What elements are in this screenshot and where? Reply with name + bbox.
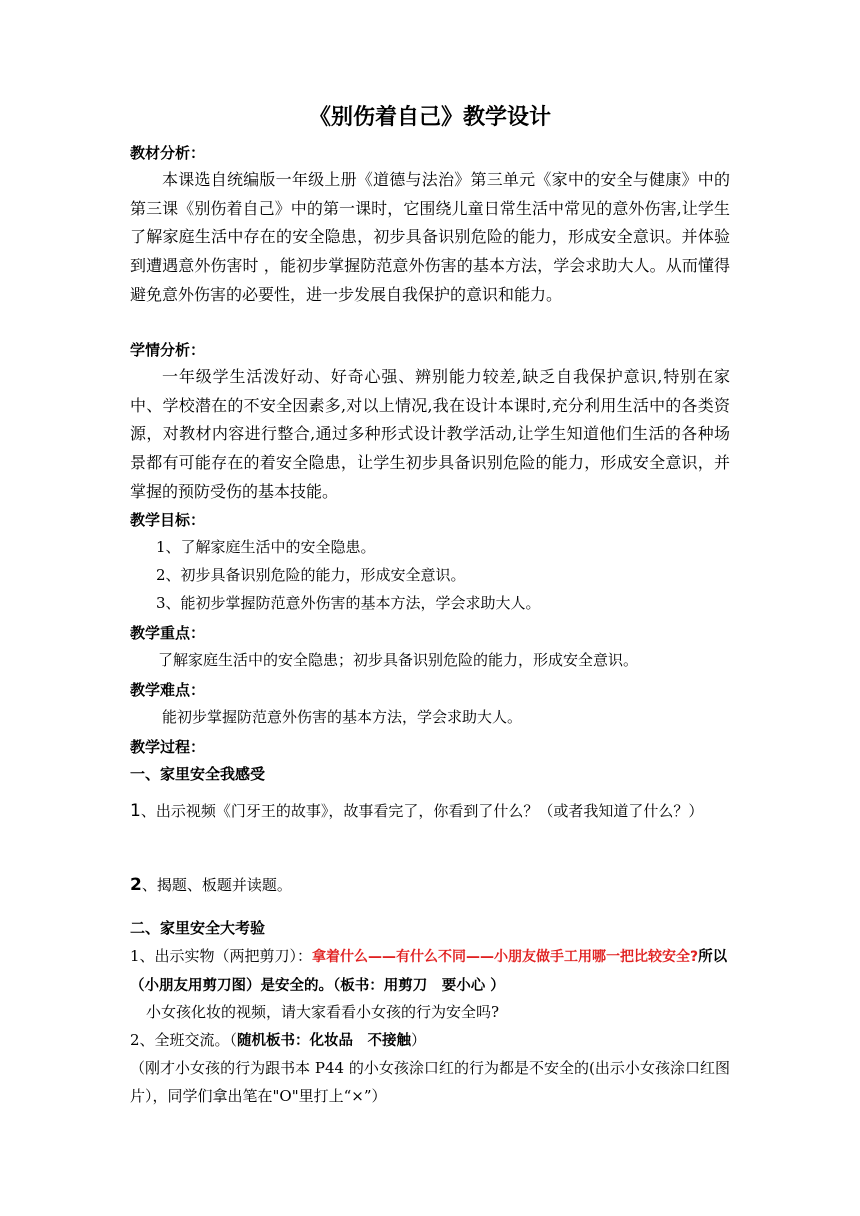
textbook-analysis-body: 本课选自统编版一年级上册《道德与法治》第三单元《家中的安全与健康》中的第三课《别伤着自己》中的第一课时，它围绕儿童日常生活中常见的意外伤害,让学生了解家庭生活中存在的安全隐患，初步具备识别危险的能力，形成安全意识。并体验到遭遇意外伤害时 ，能初步掌握防范意外伤害的基本方法，学会求助大人。从而懂得避免意外伤害的必要性，进一步发展自我保护的意识和能力。 xyxy=(130,170,730,304)
part2-line1-text xyxy=(130,942,730,1000)
student-analysis-section xyxy=(130,337,730,507)
student-analysis-heading: 学情分析： xyxy=(130,341,206,359)
part2-line3 xyxy=(130,1026,730,1055)
part2-line1-bold: 所以（小朋友用剪刀图）是安全的。（板书：用剪刀 要小心 ） xyxy=(130,949,728,994)
part2-line3-text xyxy=(130,1026,730,1055)
part1-item2-text xyxy=(130,867,730,903)
document-title: 《别伤着自己》教学设计 xyxy=(308,105,551,130)
part2-line3-suffix: ） xyxy=(411,1031,427,1049)
teaching-difficulty-heading: 教学难点： xyxy=(130,681,206,699)
teaching-process-heading: 教学过程： xyxy=(130,738,206,756)
teaching-goals-heading: 教学目标： xyxy=(130,511,206,529)
goal-item: 3、能初步掌握防范意外伤害的基本方法，学会求助大人。 xyxy=(156,594,541,612)
textbook-analysis-heading: 教材分析： xyxy=(130,144,206,162)
textbook-analysis-section xyxy=(130,140,730,310)
teaching-key-heading: 教学重点： xyxy=(130,624,206,642)
part1-item2-number: 2 xyxy=(130,875,142,895)
student-analysis-body: 一年级学生活泼好动、好奇心强、辨别能力较差,缺乏自我保护意识,特别在家中、学校潜在的不安全因素多,对以上情况,我在设计本课时,充分利用生活中的各类资源，对教材内容进行整合,通过多种形式设计教学活动,让学生知道他们生活的各种场景都有可能存在的着安全隐患，让学生初步具备识别危险的能力，形成安全意识，并掌握的预防受伤的基本技能。 xyxy=(130,367,730,501)
teaching-goals-section xyxy=(130,507,730,617)
part2-line1 xyxy=(130,942,730,1000)
teaching-key-section xyxy=(130,620,730,674)
part2-line3-bold: 随机板书：化妆品 不接触 xyxy=(237,1033,412,1049)
teaching-difficulty-body: 能初步掌握防范意外伤害的基本方法，学会求助大人。 xyxy=(162,708,523,726)
part2-line1-highlight: 拿着什么——有什么不同——小朋友做手工用哪一把比较安全? xyxy=(312,949,699,965)
part2-line2-text: 小女孩化妆的视频，请大家看看小女孩的行为安全吗? xyxy=(146,1003,500,1021)
teaching-process-section xyxy=(130,734,730,760)
goal-item: 2、初步具备识别危险的能力，形成安全意识。 xyxy=(156,566,466,584)
part2-line4-text: （刚才小女孩的行为跟书本 P44 的小女孩涂口红的行为都是不安全的(出示小女孩涂口红图片），同学们拿出笔在"O"里打上“×”） xyxy=(130,1059,730,1105)
part2-line4 xyxy=(130,1054,730,1110)
part1-item2 xyxy=(130,867,730,903)
part2-line1-prefix: 1、出示实物（两把剪刀）： xyxy=(130,947,313,965)
part1-section xyxy=(130,760,730,788)
teaching-difficulty-section xyxy=(130,677,730,731)
part1-item1-number: 1 xyxy=(130,801,141,821)
part1-item1-body: 、出示视频《门牙王的故事》，故事看完了，你看到了什么？（或者我知道了什么？） xyxy=(140,802,704,820)
part2-heading: 二、家里安全大考验 xyxy=(130,919,266,937)
part2-line2 xyxy=(146,998,746,1026)
part1-item2-body: 、揭题、板题并读题。 xyxy=(141,876,292,894)
part2-section xyxy=(130,914,730,942)
part2-line3-prefix: 2、全班交流。（ xyxy=(130,1031,238,1049)
teaching-key-body: 了解家庭生活中的安全隐患；初步具备识别危险的能力，形成安全意识。 xyxy=(158,651,639,669)
part1-heading: 一、家里安全我感受 xyxy=(130,765,266,783)
part1-item1 xyxy=(130,791,730,832)
goal-item: 1、了解家庭生活中的安全隐患。 xyxy=(156,538,376,556)
part1-item1-text xyxy=(130,791,730,832)
